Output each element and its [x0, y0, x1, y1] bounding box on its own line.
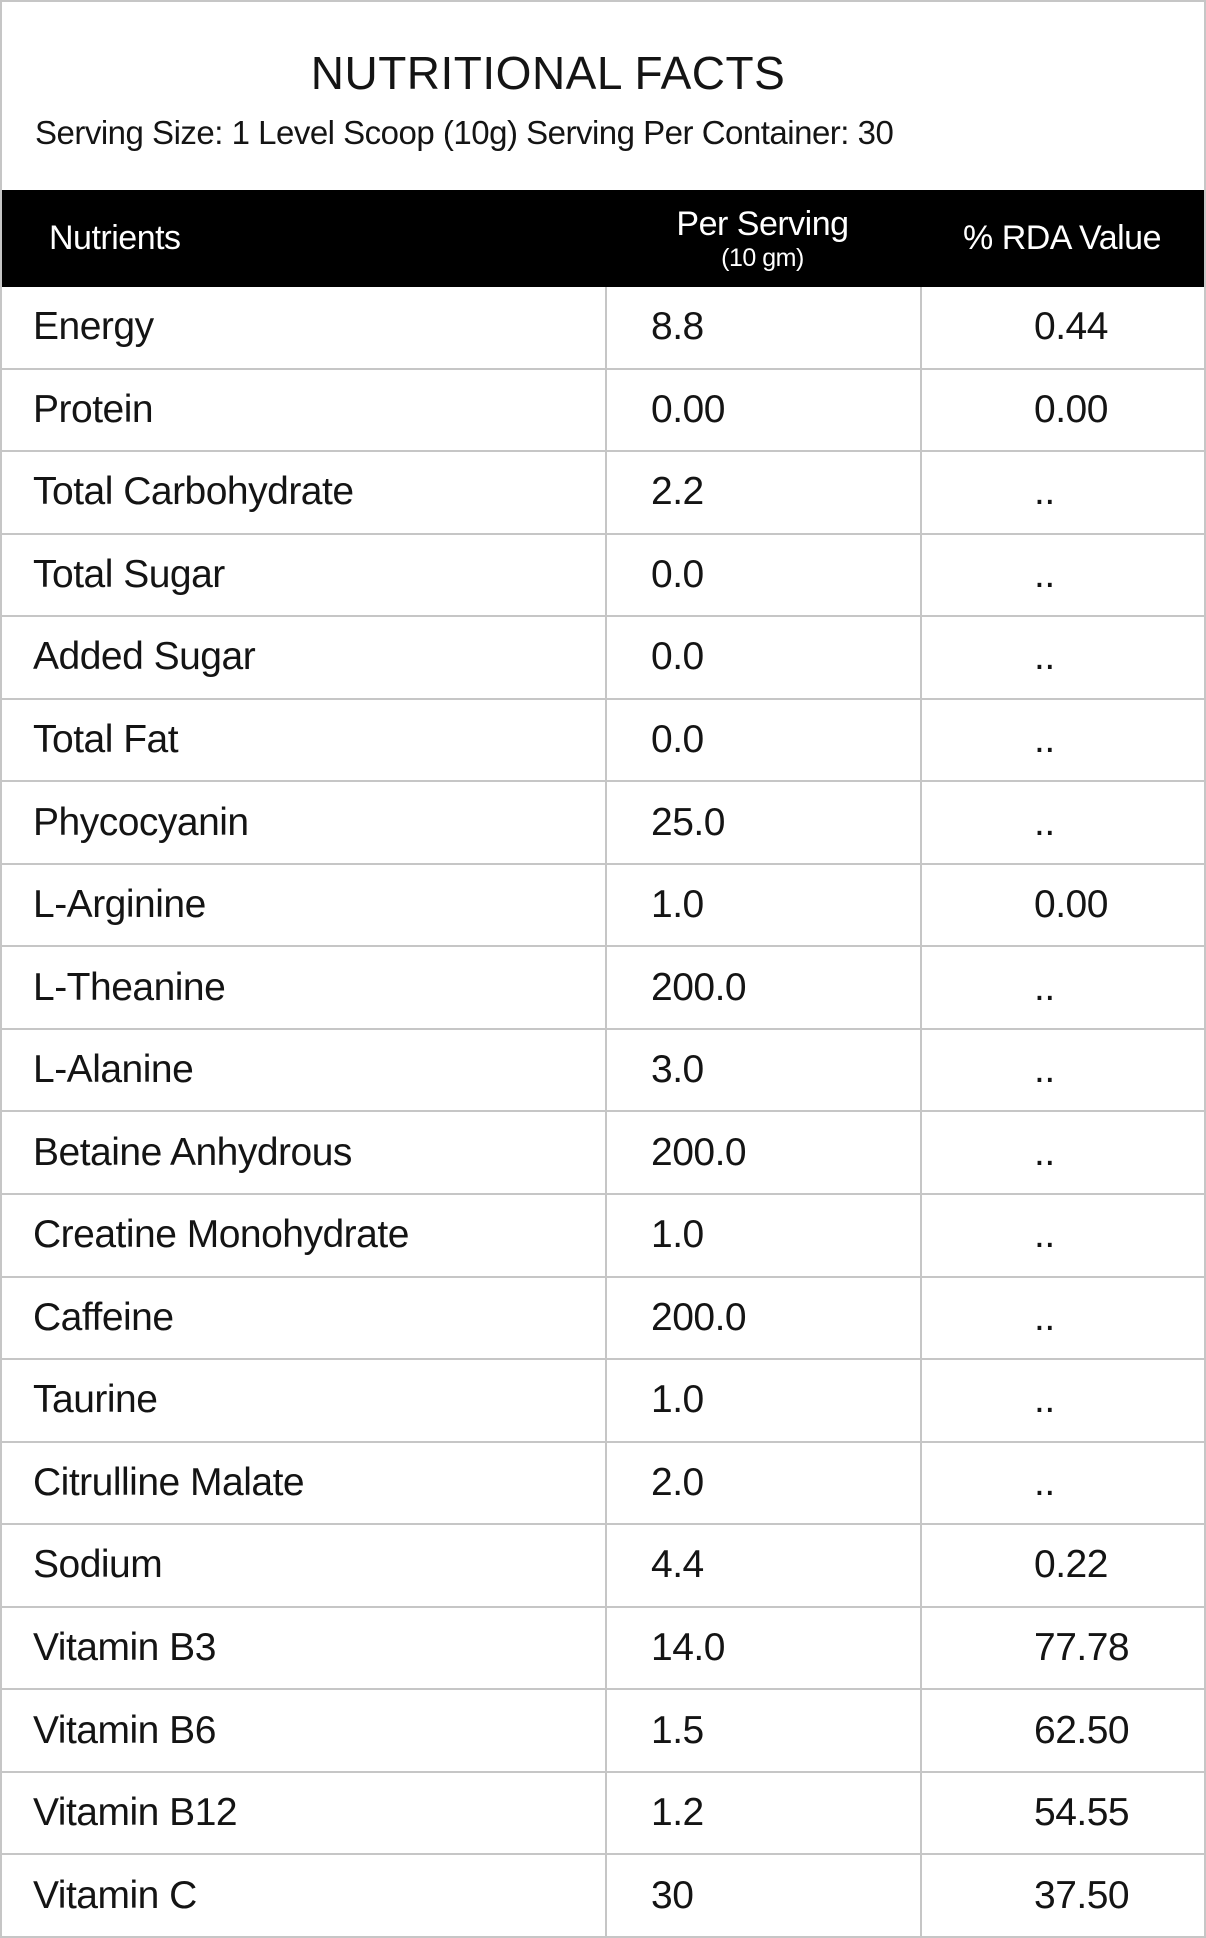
table-body	[2, 287, 1204, 1936]
table-row	[2, 782, 1204, 865]
table-row	[2, 452, 1204, 535]
nutrient-name-cell: Creatine Monohydrate	[33, 1213, 409, 1257]
nutrient-name-cell: L-Arginine	[33, 883, 206, 927]
per-serving-value-cell: 25.0	[605, 782, 920, 863]
nutrient-name-cell: Total Sugar	[33, 552, 225, 596]
nutrient-name-cell: Vitamin B3	[33, 1626, 216, 1670]
nutrient-name-cell: Vitamin C	[33, 1873, 197, 1917]
rda-value-cell: ..	[920, 535, 1204, 616]
table-row	[2, 1773, 1204, 1856]
rda-value-cell: ..	[920, 452, 1204, 533]
header-per-serving-label: Per Serving	[676, 205, 849, 244]
nutrient-name-cell: Protein	[33, 387, 154, 431]
table-row	[2, 1855, 1204, 1936]
per-serving-value-cell: 2.0	[605, 1443, 920, 1524]
rda-value-cell: ..	[920, 1443, 1204, 1524]
per-serving-value-cell: 1.0	[605, 1195, 920, 1276]
header-per-serving	[605, 190, 920, 287]
nutrient-name-cell: Energy	[33, 305, 154, 349]
table-row	[2, 1360, 1204, 1443]
header-rda-value: % RDA Value	[963, 219, 1161, 257]
nutrient-name-cell: Caffeine	[33, 1295, 174, 1339]
table-row	[2, 1278, 1204, 1361]
per-serving-value-cell: 8.8	[605, 287, 920, 368]
nutrient-name-cell: Total Fat	[33, 718, 179, 761]
header-nutrients: Nutrients	[49, 219, 181, 257]
rda-value-cell: ..	[920, 1195, 1204, 1276]
per-serving-value-cell: 1.0	[605, 1360, 920, 1441]
nutrient-name-cell: L-Theanine	[33, 965, 226, 1009]
nutrient-name-cell: Betaine Anhydrous	[33, 1130, 352, 1174]
table-row	[2, 1112, 1204, 1195]
rda-value-cell: ..	[920, 617, 1204, 698]
rda-value-cell: 0.00	[920, 865, 1204, 946]
nutrient-name-cell: Vitamin B12	[33, 1791, 238, 1835]
nutrient-name-cell: Taurine	[33, 1378, 158, 1422]
nutrient-name-cell: Citrulline Malate	[33, 1460, 305, 1504]
table-row	[2, 700, 1204, 783]
rda-value-cell: 77.78	[920, 1608, 1204, 1689]
per-serving-value-cell: 0.0	[605, 700, 920, 781]
rda-value-cell: ..	[920, 1112, 1204, 1193]
table-row	[2, 1608, 1204, 1691]
table-row	[2, 617, 1204, 700]
per-serving-value-cell: 0.0	[605, 617, 920, 698]
table-row	[2, 865, 1204, 948]
rda-value-cell: ..	[920, 947, 1204, 1028]
nutrient-name-cell: Total Carbohydrate	[33, 470, 354, 514]
per-serving-value-cell: 200.0	[605, 1112, 920, 1193]
per-serving-value-cell: 1.5	[605, 1690, 920, 1771]
table-row	[2, 1443, 1204, 1526]
table-row	[2, 1030, 1204, 1113]
per-serving-value-cell: 14.0	[605, 1608, 920, 1689]
nutrient-name-cell: Phycocyanin	[33, 800, 249, 844]
table-row	[2, 1690, 1204, 1773]
table-row	[2, 535, 1204, 618]
nutrient-name-cell: Added Sugar	[33, 635, 256, 679]
per-serving-value-cell: 4.4	[605, 1525, 920, 1606]
per-serving-value-cell: 1.0	[605, 865, 920, 946]
rda-value-cell: 62.50	[920, 1690, 1204, 1771]
table-header	[2, 190, 1204, 287]
nutrient-name-cell: L-Alanine	[33, 1048, 194, 1092]
per-serving-value-cell: 30	[605, 1855, 920, 1936]
table-row	[2, 370, 1204, 453]
nutrient-name-cell: Sodium	[33, 1543, 163, 1587]
rda-value-cell: ..	[920, 700, 1204, 781]
per-serving-value-cell: 0.00	[605, 370, 920, 451]
serving-info: Serving Size: 1 Level Scoop (10g) Serving Per Container: 30	[35, 114, 894, 151]
rda-value-cell: 0.44	[920, 287, 1204, 368]
rda-value-cell: ..	[920, 1030, 1204, 1111]
rda-value-cell: 37.50	[920, 1855, 1204, 1936]
rda-value-cell: ..	[920, 782, 1204, 863]
per-serving-value-cell: 2.2	[605, 452, 920, 533]
rda-value-cell: ..	[920, 1360, 1204, 1441]
rda-value-cell: 0.00	[920, 370, 1204, 451]
rda-value-cell: ..	[920, 1278, 1204, 1359]
table-row	[2, 947, 1204, 1030]
table-row	[2, 1195, 1204, 1278]
rda-value-cell: 54.55	[920, 1773, 1204, 1854]
per-serving-value-cell: 200.0	[605, 947, 920, 1028]
per-serving-value-cell: 3.0	[605, 1030, 920, 1111]
per-serving-value-cell: 1.2	[605, 1773, 920, 1854]
table-row	[2, 1525, 1204, 1608]
rda-value-cell: 0.22	[920, 1525, 1204, 1606]
header-per-serving-unit: (10 gm)	[721, 243, 804, 272]
per-serving-value-cell: 200.0	[605, 1278, 920, 1359]
nutrient-name-cell: Vitamin B6	[33, 1708, 216, 1752]
table-row	[2, 287, 1204, 370]
per-serving-value-cell: 0.0	[605, 535, 920, 616]
page-title: NUTRITIONAL FACTS	[310, 47, 786, 99]
